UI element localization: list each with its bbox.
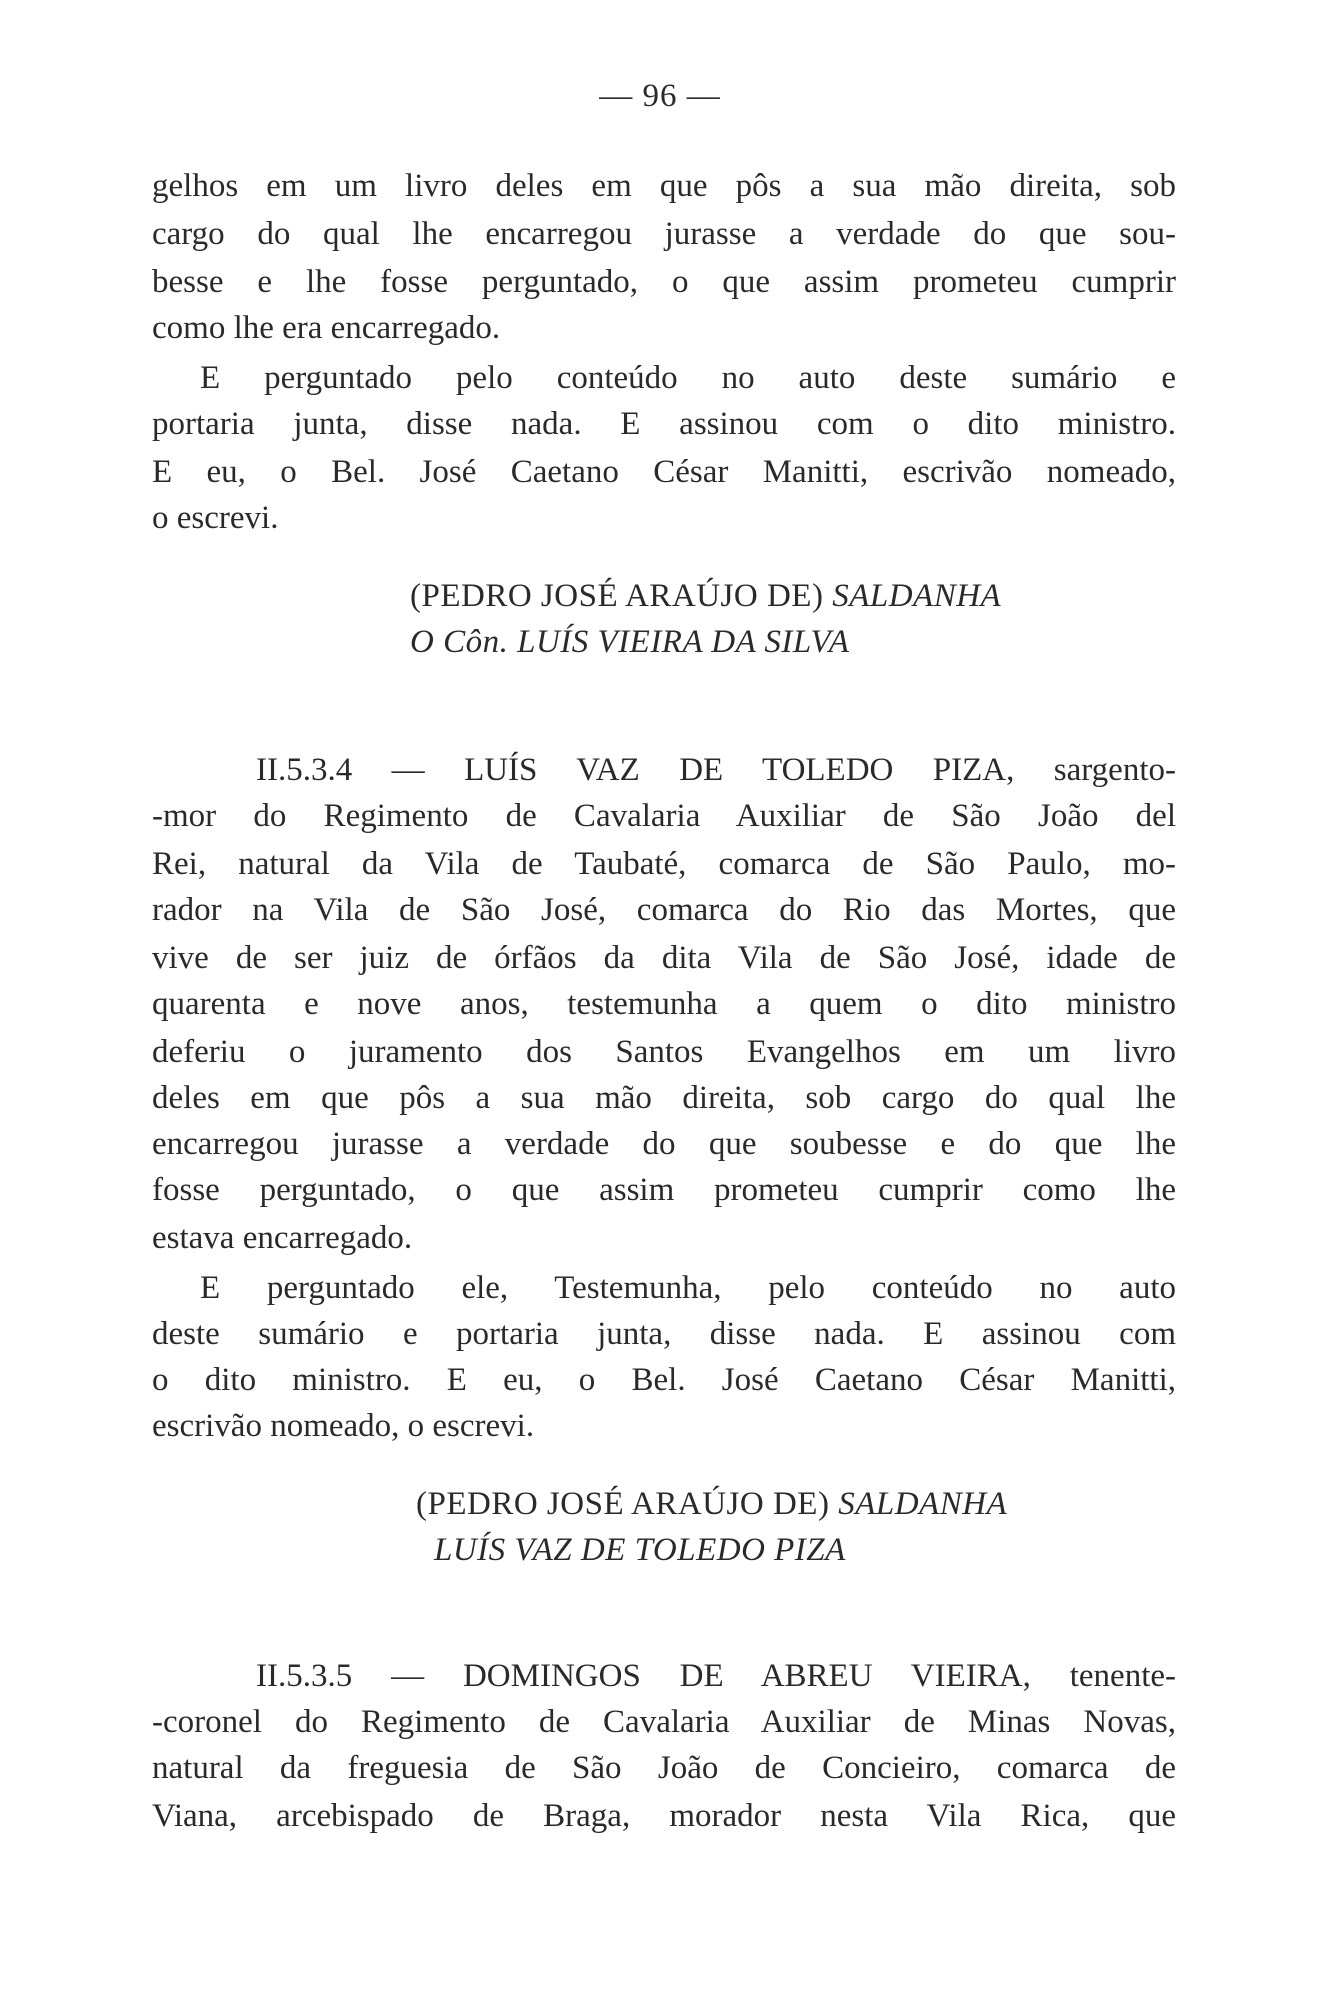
signature-name-italic: SALDANHA bbox=[838, 1486, 1008, 1522]
text-line: -coronel do Regimento de Cavalaria Auxiliar de Minas Novas, bbox=[152, 1704, 1176, 1740]
text-line: quarenta e nove anos, testemunha a quem o dito ministro bbox=[152, 986, 1176, 1022]
text-line: como lhe era encarregado. bbox=[152, 310, 501, 346]
text-line: -mor do Regimento de Cavalaria Auxiliar de São João del bbox=[152, 798, 1176, 834]
text-line: encarregou jurasse a verdade do que soubesse e do que lhe bbox=[152, 1126, 1176, 1162]
text-line: o dito ministro. E eu, o Bel. José Caetano César Manitti, bbox=[152, 1362, 1176, 1398]
text-line: deste sumário e portaria junta, disse nada. E assinou com bbox=[152, 1316, 1176, 1352]
text-line: deferiu o juramento dos Santos Evangelhos em um livro bbox=[152, 1034, 1176, 1070]
text-line: besse e lhe fosse perguntado, o que assim prometeu cumprir bbox=[152, 264, 1176, 300]
text-line: escrivão nomeado, o escrevi. bbox=[152, 1408, 535, 1444]
text-line: natural da freguesia de São João de Concieiro, comarca de bbox=[152, 1750, 1176, 1786]
text-line: II.5.3.5 — DOMINGOS DE ABREU VIEIRA, tenente- bbox=[256, 1658, 1176, 1694]
text-line: rador na Vila de São José, comarca do Rio das Mortes, que bbox=[152, 892, 1176, 928]
signature-name-plain: (PEDRO JOSÉ ARAÚJO DE) bbox=[416, 1486, 839, 1522]
text-line: Viana, arcebispado de Braga, morador nesta Vila Rica, que bbox=[152, 1798, 1176, 1834]
text-line: deles em que pôs a sua mão direita, sob cargo do qual lhe bbox=[152, 1080, 1176, 1116]
text-line: E perguntado pelo conteúdo no auto deste sumário e bbox=[200, 360, 1176, 396]
signature-line bbox=[410, 620, 849, 664]
text-line: portaria junta, disse nada. E assinou com o dito ministro. bbox=[152, 406, 1176, 442]
signature-line bbox=[416, 1482, 1007, 1526]
text-line: E perguntado ele, Testemunha, pelo conteúdo no auto bbox=[200, 1270, 1176, 1306]
signature-name-italic: O Côn. LUÍS VIEIRA DA SILVA bbox=[410, 624, 850, 660]
text-line: E eu, o Bel. José Caetano César Manitti, escrivão nomeado, bbox=[152, 454, 1176, 490]
text-line: cargo do qual lhe encarregou jurasse a verdade do que sou- bbox=[152, 216, 1176, 252]
signature-line bbox=[434, 1528, 846, 1572]
signature-name-italic: LUÍS VAZ DE TOLEDO PIZA bbox=[434, 1532, 846, 1568]
signature-name-plain: (PEDRO JOSÉ ARAÚJO DE) bbox=[410, 578, 833, 614]
text-line: estava encarregado. bbox=[152, 1220, 413, 1256]
text-line: o escrevi. bbox=[152, 500, 279, 536]
text-line: II.5.3.4 — LUÍS VAZ DE TOLEDO PIZA, sargento- bbox=[256, 752, 1176, 788]
signature-line bbox=[410, 574, 1001, 618]
page-number: — 96 — bbox=[599, 78, 721, 114]
text-line: Rei, natural da Vila de Taubaté, comarca de São Paulo, mo- bbox=[152, 846, 1176, 882]
signature-name-italic: SALDANHA bbox=[832, 578, 1002, 614]
text-line: vive de ser juiz de órfãos da dita Vila de São José, idade de bbox=[152, 940, 1176, 976]
text-line: fosse perguntado, o que assim prometeu cumprir como lhe bbox=[152, 1172, 1176, 1208]
text-line: gelhos em um livro deles em que pôs a sua mão direita, sob bbox=[152, 168, 1176, 204]
